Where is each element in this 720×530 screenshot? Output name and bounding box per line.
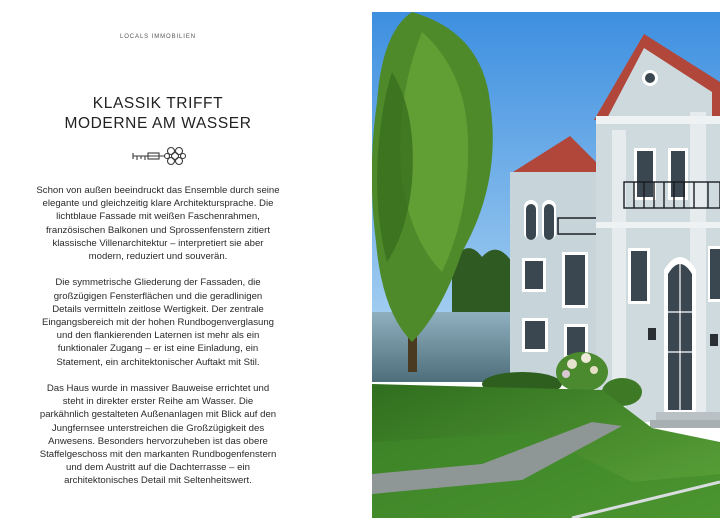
paragraph-line: großzügigen Fensterflächen und die geradlinigen [53,290,263,302]
paragraph-line: Die symmetrische Gliederung der Fassaden, die [55,277,261,289]
key-knot-icon [131,143,187,167]
paragraph-line: funktionaler Zugang – er ist eine Einladung, ein [57,343,259,355]
paragraph-line: architektonisches Detail mit Seltenheitswert. [64,475,252,487]
paragraph-line: klassische Villenarchitektur – interpretiert sie aber [52,237,264,249]
side-wing [510,136,610,382]
paragraph-line: und den flankierenden Laternen ist mehr als ein [56,330,260,342]
paragraph-line: Staffelgeschoss mit den markanten Rundbogenfenstern [39,449,277,461]
paragraph-line: Jungfernsee unterstreichen die Großzügigkeit des [51,422,265,434]
paragraph-2 [10,276,306,368]
paragraph-1 [10,184,306,263]
paragraph-line: Anwesens. Besonders hervorzuheben ist das obere [48,435,268,447]
paragraph-line: Statement, ein architektonischer Auftakt mit Stil. [56,356,260,368]
headline-line-2: MODERNE AM WASSER [64,115,252,132]
paragraph-line: Das Haus wurde in massiver Bauweise errichtet und [46,383,270,395]
paragraph-line: elegante und gleichzeitig klare Architektursprache. Die [42,198,274,210]
paragraph-line: und dem Austritt auf die Dachterrasse – ein [66,462,250,474]
lantern-left [648,328,656,340]
headline-line-1: KLASSIK TRIFFT [92,95,224,112]
villa-photo [372,12,720,518]
paragraph-line: Schon von außen beeindruckt das Ensemble durch seine [36,185,280,196]
paragraph-line: modern, reduziert und souverän. [88,251,228,263]
villa-illustration [372,12,720,518]
main-villa [594,34,720,428]
lake [372,312,522,382]
paragraph-line: parkähnlich gestalteten Außenanlagen mit Blick auf den [39,409,277,421]
paragraph-line: Eingangsbereich mit der hohen Rundbogenverglasung [41,317,274,329]
body-text [10,184,306,501]
paragraph-line: lichtblaue Fassade mit weißen Faschenrahmen, [56,211,260,223]
lantern-right [710,334,718,346]
paragraph-3 [10,382,306,488]
paragraph-line: steht in direkter erster Reihe am Wasser. Die [62,396,254,408]
paragraph-line: Details vermitteln zeitlose Wertigkeit. Der zentrale [52,303,264,315]
headline [0,94,316,134]
brand-label: LOCALS IMMOBILIEN [120,34,196,40]
paragraph-line: französischen Balkonen und Sprossenfenstern zitiert [46,224,270,236]
